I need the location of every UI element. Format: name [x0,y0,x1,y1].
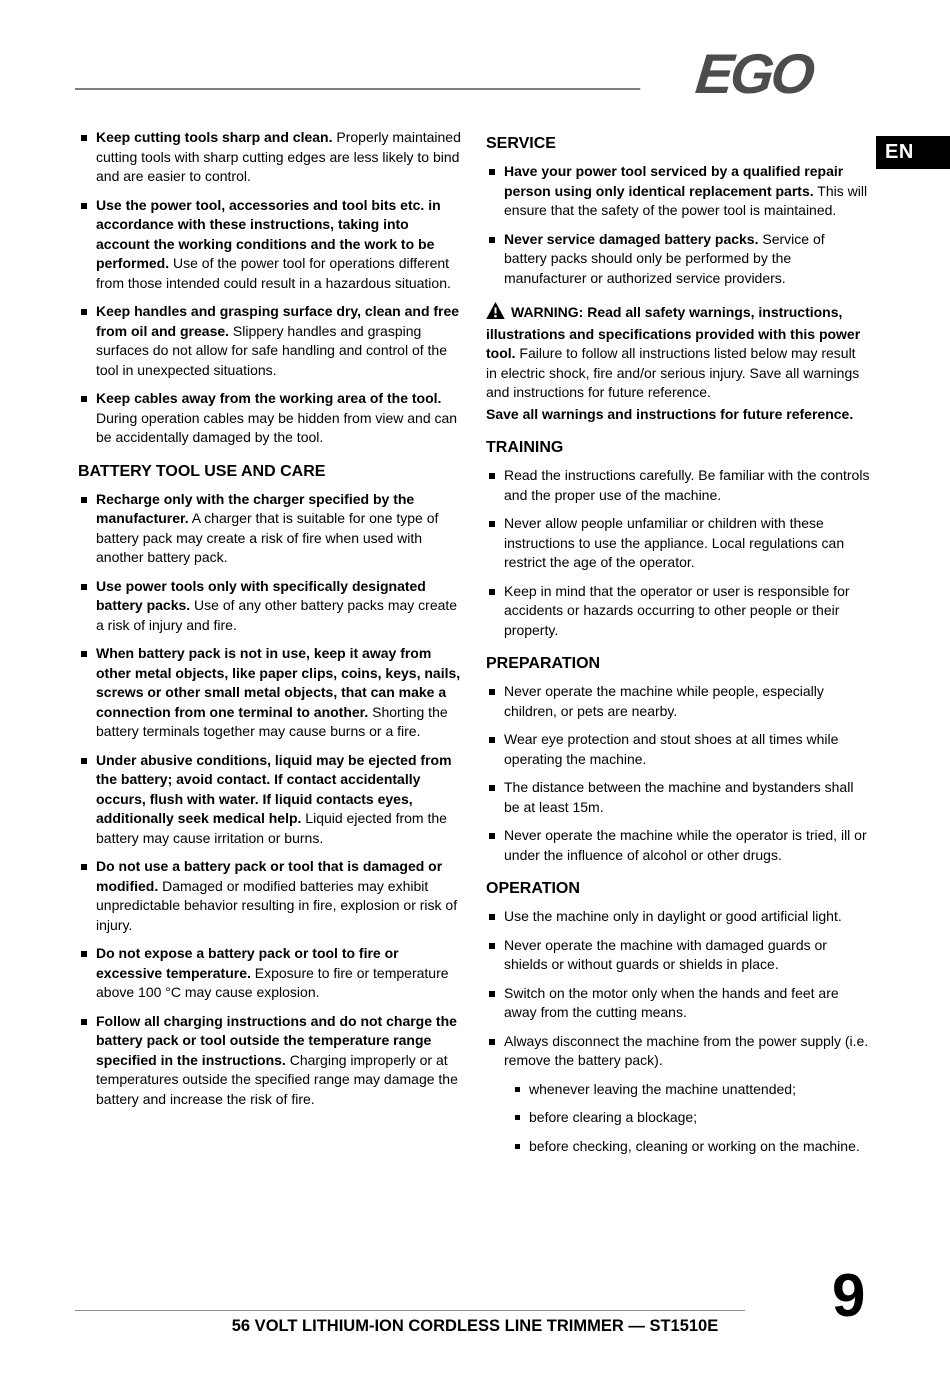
bullet-icon [81,1019,87,1025]
list-item-text: Never operate the machine while the operator is tried, ill or under the influence of alcohol or other drugs. [504,827,867,863]
left-column [78,128,462,1165]
list-item-rest: Slippery handles and grasping surfaces do not allow for safe handling and control of the tool in unexpected situations. [96,322,447,378]
sub-list-item-text: whenever leaving the machine unattended; [529,1080,796,1097]
list-item [486,682,870,721]
list-item-text [96,128,462,187]
list-item-bold: Follow all charging instructions and do not charge the battery pack or tool outside the temperature range specified in the instructions. [96,1012,457,1068]
list-item-bold: Use the power tool, accessories and tool bits etc. in accordance with these instructions, taking into account the working conditions and the work to be performed. [96,196,441,271]
list-item [78,389,462,448]
list-item [486,1032,870,1071]
list-item-bold: Under abusive conditions, liquid may be ejected from the battery; avoid contact. If contact accidentally occurs, flush with water. If liquid contacts eyes, additionally seek medical help. [96,751,452,826]
list-item-rest: Charging improperly or at temperatures outside the specified range may damage the battery and increase the risk of fire. [96,1051,458,1107]
list-item-bold: When battery pack is not in use, keep it away from other metal objects, like paper clips, coins, keys, nails, screws or other small metal objects, that can make a connection from one terminal to another. [96,645,461,720]
bullet-icon [81,758,87,764]
list-item-text [96,490,462,568]
list-item [486,582,870,641]
section-heading-service: SERVICE [486,135,556,152]
bullet-icon [489,169,495,175]
list-item-text: Read the instructions carefully. Be familiar with the controls and the proper use of the machine. [504,467,870,503]
bullet-icon [489,521,495,527]
list-item [78,1012,462,1110]
list-item-text [96,857,462,935]
list-item-bold: Do not expose a battery pack or tool to fire or excessive temperature. [96,945,399,981]
list-item [78,751,462,849]
bullet-icon [515,1115,520,1120]
list-item [486,514,870,573]
list-item-text [504,230,870,289]
list-item-text [96,644,462,742]
bullet-icon [489,737,495,743]
list-item-text [504,162,870,221]
list-item [78,302,462,380]
list-item [78,196,462,294]
list-item-bold: Never service damaged battery packs. [504,230,759,247]
footer-divider [75,1310,745,1311]
list-item-bold: Use power tools only with specifically designated battery packs. [96,577,426,613]
list-item-rest: This will ensure that the safety of the power tool is maintained. [504,182,868,218]
section-heading-training: TRAINING [486,439,564,456]
list-item-bold: Keep handles and grasping surface dry, clean and free from oil and grease. [96,303,460,339]
sub-list-item [512,1108,870,1128]
bullet-icon [81,951,87,957]
list-item-text [96,577,462,636]
bullet-icon [81,497,87,503]
list-item [486,466,870,505]
sub-list-item-text: before clearing a blockage; [529,1109,698,1125]
list-item-rest: Liquid ejected from the battery may cause irritation or burns. [96,810,447,846]
list-item [486,730,870,769]
list-item-rest: Use of any other battery packs may create a risk of injury and fire. [96,597,458,633]
list-item [78,577,462,636]
bullet-icon [489,1039,495,1045]
sub-list-item-text: before checking, cleaning or working on the machine. [529,1137,860,1154]
bullet-icon [489,785,495,791]
page-content [78,128,870,1165]
list-item-rest: Shorting the battery terminals together may cause burns or a fire. [96,703,448,739]
warning-rest: Failure to follow all instructions listed below may result in electric shock, fire and/or serious injury. Save all warnings and instructions for future reference. [486,345,860,400]
list-item-rest: Service of battery packs should only be performed by the manufacturer or authorized service providers. [504,230,825,286]
bullet-icon [489,991,495,997]
list-item-bold: Keep cables away from the working area of the tool. [96,390,442,406]
section-heading-preparation: PREPARATION [486,655,601,672]
warning-save-line: Save all warnings and instructions for future reference. [486,405,854,422]
footer-title: 56 VOLT LITHIUM-ION CORDLESS LINE TRIMMER — ST1510E [231,1317,719,1335]
warning-text [486,302,870,403]
list-item-text [96,1012,462,1110]
section-heading-operation: OPERATION [486,880,580,897]
list-item-text: Keep in mind that the operator or user is responsible for accidents or hazards occurring to other people or their property. [504,582,850,638]
list-item [486,936,870,975]
page-number: 9 [832,1262,866,1329]
section-heading-battery-tool-use: BATTERY TOOL USE AND CARE [78,462,326,480]
list-item-text: Use the machine only in daylight or good artificial light. [504,908,842,924]
warning-icon [486,302,505,325]
bullet-icon [489,473,495,479]
sub-list-item [512,1137,870,1157]
list-item-text [96,302,462,380]
bullet-icon [515,1087,520,1092]
bullet-icon [81,135,87,141]
bullet-icon [81,396,87,402]
list-item-rest: Properly maintained cutting tools with sharp cutting edges are less likely to bind and are easier to control. [96,129,461,184]
bullet-icon [81,584,87,590]
bullet-icon [81,864,87,870]
language-tab: EN [876,136,950,169]
list-item-rest: Damaged or modified batteries may exhibit unpredictable behavior resulting in fire, explosion or risk of injury. [96,877,458,933]
bullet-icon [489,589,495,595]
list-item-text: Never operate the machine while people, especially children, or pets are nearby. [504,683,824,719]
right-column [486,128,870,1165]
list-item [78,944,462,1003]
bullet-icon [489,833,495,839]
list-item [486,907,870,927]
bullet-icon [515,1144,520,1149]
list-item-rest: Exposure to fire or temperature above 100 °C may cause explosion. [96,964,449,1000]
ego-logo: EGO [639,42,870,104]
list-item [78,128,462,187]
warning-block [486,302,870,424]
list-item-rest: A charger that is suitable for one type of battery pack may create a risk of fire when used with another battery pack. [96,510,439,565]
list-item-rest: Use of the power tool for operations different from those intended could result in a hazardous situation. [96,255,451,291]
list-item [78,644,462,742]
bullet-icon [489,237,495,243]
list-item-bold: Do not use a battery pack or tool that is damaged or modified. [96,858,443,894]
list-item-text: Wear eye protection and stout shoes at all times while operating the machine. [504,731,839,767]
bullet-icon [489,689,495,695]
list-item-text: Always disconnect the machine from the power supply (i.e. remove the battery pack). [504,1032,869,1068]
list-item-rest: During operation cables may be hidden from view and can be accidentally damaged by the tool. [96,409,458,445]
list-item-bold: Recharge only with the charger specified by the manufacturer. [96,490,415,526]
bullet-icon [81,651,87,657]
list-item-text [96,751,462,849]
bullet-icon [81,203,87,209]
list-item [78,490,462,568]
list-item-text [96,944,462,1003]
list-item-text: The distance between the machine and bystanders shall be at least 15m. [504,779,854,815]
list-item-bold: Have your power tool serviced by a qualified repair person using only identical replacement parts. [504,163,844,199]
list-item-text [96,389,462,448]
bullet-icon [489,914,495,920]
sub-list-item [512,1080,870,1100]
list-item-text [96,196,462,294]
list-item-text: Never operate the machine with damaged guards or shields or without guards or shields in place. [504,936,827,972]
bullet-icon [81,309,87,315]
list-item [486,230,870,289]
list-item [486,162,870,221]
list-item [486,778,870,817]
list-item-text: Never allow people unfamiliar or children with these instructions to use the appliance. Local regulations can restrict the age of the operator. [504,515,845,570]
list-item-text: Switch on the motor only when the hands and feet are away from the cutting means. [504,984,839,1020]
list-item [78,857,462,935]
warning-bold: WARNING: Read all safety warnings, instructions, illustrations and specifications provided with this power tool. [486,304,861,361]
list-item [486,984,870,1023]
list-item-bold: Keep cutting tools sharp and clean. [96,129,333,145]
bullet-icon [489,943,495,949]
list-item [486,826,870,865]
